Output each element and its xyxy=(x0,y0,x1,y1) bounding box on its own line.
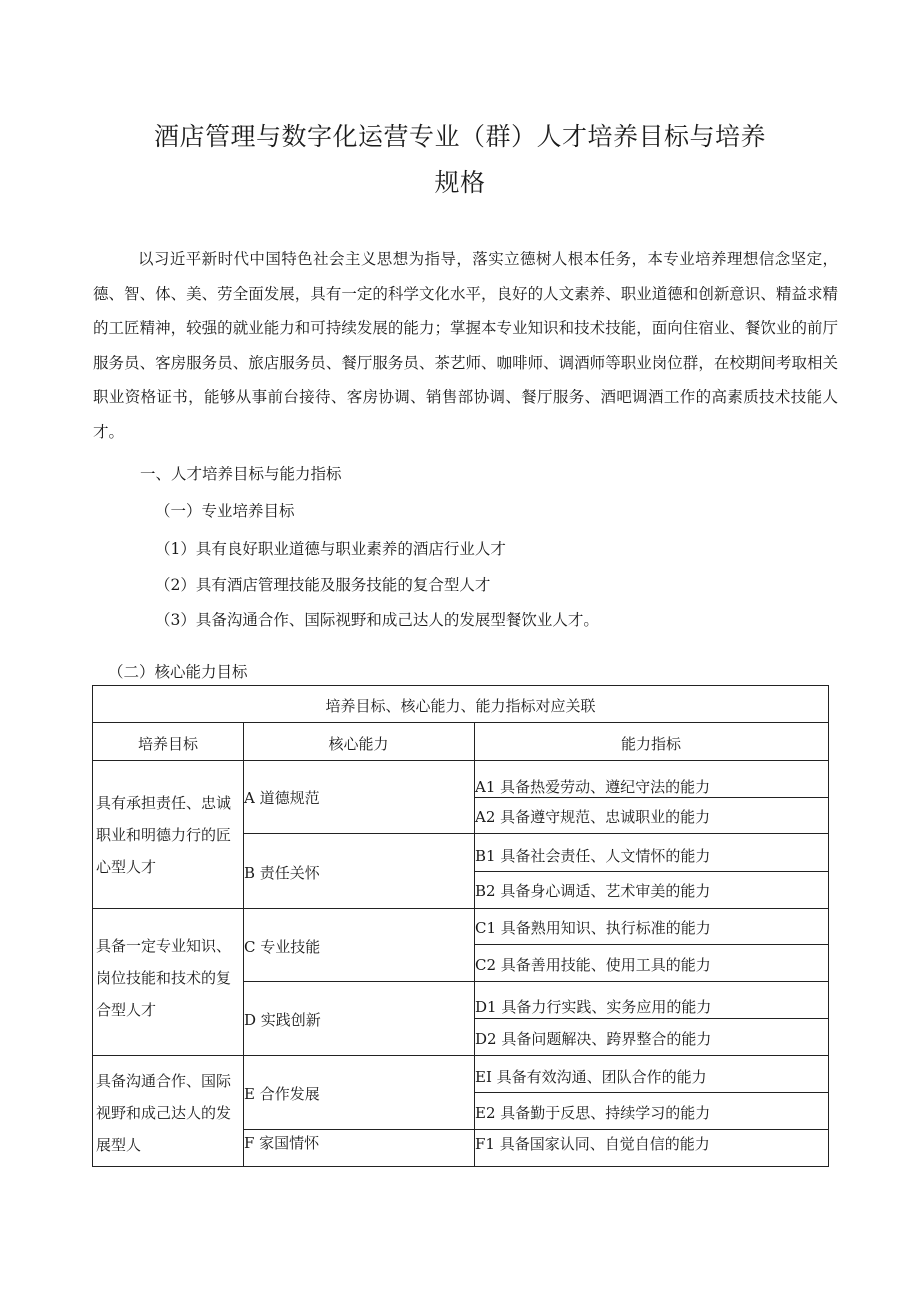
table-ability-cell: A 道德规范 xyxy=(244,789,320,807)
table-rule xyxy=(243,981,828,982)
table-rule xyxy=(474,797,828,798)
ability-mapping-table xyxy=(92,685,829,1167)
subsection-heading-2: （二）核心能力目标 xyxy=(108,663,248,681)
table-rule xyxy=(474,871,828,872)
goal-item-1: （1）具有良好职业道德与职业素养的酒店行业人才 xyxy=(155,540,506,558)
table-rule xyxy=(243,833,828,834)
document-title-line2: 规格 xyxy=(434,168,486,197)
subsection-heading-1: （一）专业培养目标 xyxy=(155,502,295,520)
table-rule xyxy=(93,908,828,909)
table-goal-cell: 具有承担责任、忠诚职业和明德力行的匠心型人才 xyxy=(96,794,232,876)
table-indicator-cell: B1 具备社会责任、人文情怀的能力 xyxy=(475,847,711,865)
table-indicator-cell: C1 具备熟用知识、执行标准的能力 xyxy=(475,919,711,937)
table-rule xyxy=(474,1092,828,1093)
intro-paragraph: 以习近平新时代中国特色社会主义思想为指导，落实立德树人根本任务，本专业培养理想信念坚定，德、智、体、美、劳全面发展，具有一定的科学文化水平，良好的人文素养、职业道德和创新意识、精益求精的工匠精神，较强的就业能力和可持续发展的能力；掌握本专业知识和技术技能，面向住宿业、餐饮业的前厅服务员、客房服务员、旅店服务员、餐厅服务员、茶艺师、咖啡师、调酒师等职业岗位群，在校期间考取相关职业资格证书，能够从事前台接待、客房协调、销售部协调、餐厅服务、酒吧调酒工作的高素质技术技能人才。 xyxy=(93,250,838,441)
table-indicator-cell: E2 具备勤于反思、持续学习的能力 xyxy=(475,1104,711,1122)
goal-item-3: （3）具备沟通合作、国际视野和成己达人的发展型餐饮业人才。 xyxy=(155,611,599,629)
table-rule xyxy=(93,1055,828,1056)
table-rule xyxy=(474,944,828,945)
table-indicator-cell: B2 具备身心调适、艺术审美的能力 xyxy=(475,882,711,900)
goal-item-2: （2）具有酒店管理技能及服务技能的复合型人才 xyxy=(155,576,491,594)
table-ability-cell: C 专业技能 xyxy=(244,938,321,956)
table-header-goal: 培养目标 xyxy=(137,735,198,753)
table-indicator-cell: D1 具备力行实践、实务应用的能力 xyxy=(475,998,712,1016)
table-header-ability: 核心能力 xyxy=(328,735,389,753)
table-caption: 培养目标、核心能力、能力指标对应关联 xyxy=(325,697,596,715)
table-indicator-cell: C2 具备善用技能、使用工具的能力 xyxy=(475,956,711,974)
table-indicator-cell: F1 具备国家认同、自觉自信的能力 xyxy=(475,1135,710,1153)
table-rule xyxy=(93,722,828,723)
document-title-line1: 酒店管理与数字化运营专业（群）人才培养目标与培养 xyxy=(153,122,766,151)
table-indicator-cell: A1 具备热爱劳动、遵纪守法的能力 xyxy=(475,778,711,796)
table-rule xyxy=(93,760,828,761)
section-heading-1: 一、人才培养目标与能力指标 xyxy=(140,465,342,483)
table-ability-cell: F 家国情怀 xyxy=(244,1134,320,1152)
table-rule xyxy=(243,1129,828,1130)
table-ability-cell: B 责任关怀 xyxy=(244,864,320,882)
table-ability-cell: D 实践创新 xyxy=(244,1011,321,1029)
table-indicator-cell: A2 具备遵守规范、忠诚职业的能力 xyxy=(475,808,711,826)
table-ability-cell: E 合作发展 xyxy=(244,1085,320,1103)
table-goal-cell: 具备沟通合作、国际视野和成己达人的发展型人 xyxy=(96,1072,232,1154)
table-header-indicator: 能力指标 xyxy=(620,735,681,753)
table-indicator-cell: EI 具备有效沟通、团队合作的能力 xyxy=(475,1068,707,1086)
table-rule xyxy=(474,1018,828,1019)
table-indicator-cell: D2 具备问题解决、跨界整合的能力 xyxy=(475,1030,712,1048)
table-goal-cell: 具备一定专业知识、岗位技能和技术的复合型人才 xyxy=(96,937,232,1019)
